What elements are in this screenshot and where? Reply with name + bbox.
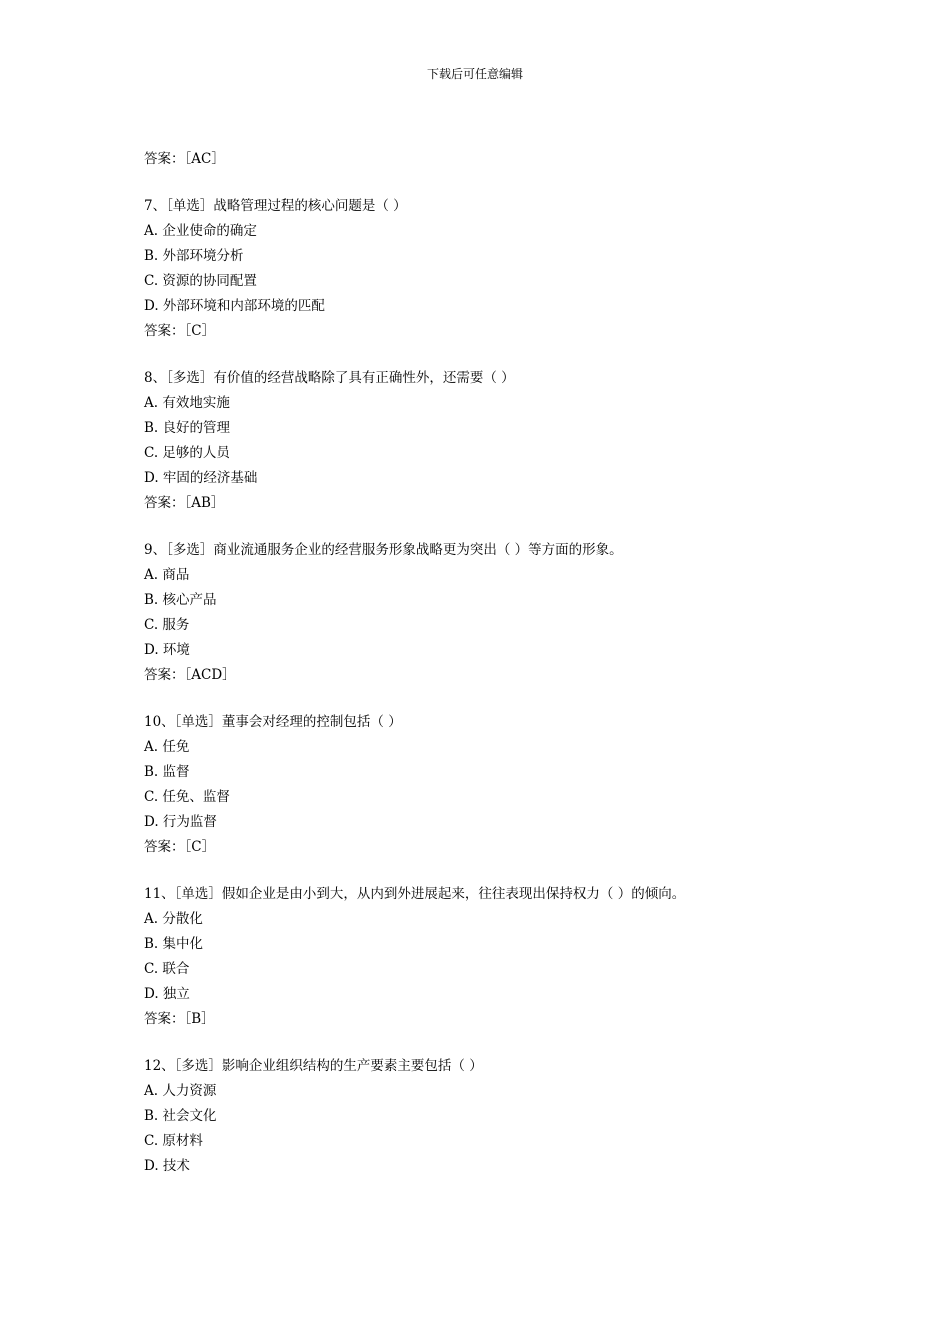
answer-line: 答案：［C］ xyxy=(144,323,216,339)
answer-line: 答案：［C］ xyxy=(144,839,216,855)
option-d: D. 牢固的经济基础 xyxy=(144,470,258,486)
option-b: B. 核心产品 xyxy=(144,592,217,608)
question-stem: 10、［单选］董事会对经理的控制包括（ ） xyxy=(144,714,402,730)
option-c: C. 任免、监督 xyxy=(144,789,230,805)
option-d: D. 环境 xyxy=(144,642,190,658)
question-stem: 12、［多选］影响企业组织结构的生产要素主要包括（ ） xyxy=(144,1058,483,1074)
option-d: D. 技术 xyxy=(144,1158,190,1174)
option-a: A. 商品 xyxy=(144,567,190,583)
option-a: A. 企业使命的确定 xyxy=(144,223,257,239)
question-12 xyxy=(144,1056,844,1181)
option-c: C. 足够的人员 xyxy=(144,445,230,461)
option-b: B. 监督 xyxy=(144,764,190,780)
option-d: D. 行为监督 xyxy=(144,814,217,830)
answer-line: 答案：［AC］ xyxy=(144,151,225,167)
page-header: 下载后可任意编辑 xyxy=(426,67,523,81)
option-c: C. 服务 xyxy=(144,617,190,633)
option-b: B. 社会文化 xyxy=(144,1108,217,1124)
option-c: C. 资源的协同配置 xyxy=(144,273,257,289)
question-stem: 7、［单选］战略管理过程的核心问题是（ ） xyxy=(144,198,407,214)
question-9 xyxy=(144,540,844,690)
option-c: C. 原材料 xyxy=(144,1133,203,1149)
question-11 xyxy=(144,884,844,1034)
document-body xyxy=(144,149,844,1181)
option-a: A. 任免 xyxy=(144,739,190,755)
option-b: B. 外部环境分析 xyxy=(144,248,244,264)
answer-line: 答案：［AB］ xyxy=(144,495,225,511)
question-stem: 9、［多选］商业流通服务企业的经营服务形象战略更为突出（ ）等方面的形象。 xyxy=(144,542,623,558)
option-a: A. 有效地实施 xyxy=(144,395,230,411)
option-d: D. 独立 xyxy=(144,986,190,1002)
question-10 xyxy=(144,712,844,862)
question-stem: 8、［多选］有价值的经营战略除了具有正确性外，还需要（ ） xyxy=(144,370,515,386)
option-b: B. 集中化 xyxy=(144,936,204,952)
option-a: A. 人力资源 xyxy=(144,1083,217,1099)
option-b: B. 良好的管理 xyxy=(144,420,231,436)
option-c: C. 联合 xyxy=(144,961,190,977)
question-7 xyxy=(144,196,844,346)
question-8 xyxy=(144,368,844,518)
answer-line: 答案：［ACD］ xyxy=(144,667,236,683)
option-d: D. 外部环境和内部环境的匹配 xyxy=(144,298,325,314)
option-a: A. 分散化 xyxy=(144,911,203,927)
answer-line: 答案：［B］ xyxy=(144,1011,215,1027)
question-stem: 11、［单选］假如企业是由小到大，从内到外进展起来，往往表现出保持权力（ ）的倾向。 xyxy=(144,886,686,902)
